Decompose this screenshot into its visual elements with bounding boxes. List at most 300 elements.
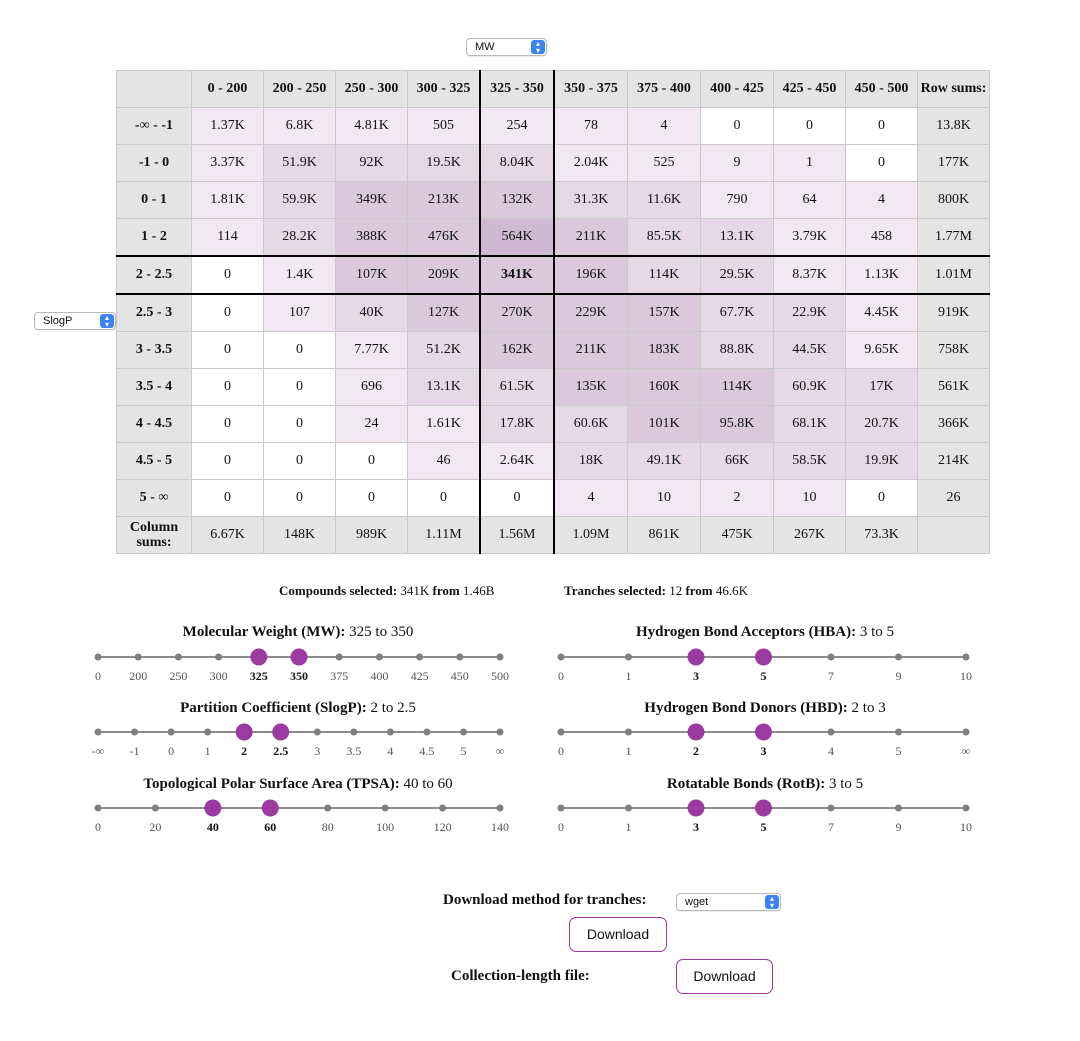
tranche-cell[interactable]: 341K (480, 256, 554, 294)
column-sum-cell: 475K (701, 517, 774, 554)
tranche-cell[interactable]: 3.79K (774, 219, 846, 257)
slider-tick[interactable] (416, 654, 423, 661)
tranche-cell[interactable]: 61.5K (480, 369, 554, 406)
slider-tick[interactable] (95, 654, 102, 661)
tranche-cell[interactable]: 476K (408, 219, 481, 257)
table-corner-cell (117, 71, 192, 108)
row-sum-cell: 561K (918, 369, 990, 406)
slider-tick[interactable] (175, 654, 182, 661)
tranche-cell[interactable]: 0 (480, 480, 554, 517)
slider-hbd[interactable] (541, 720, 986, 760)
tranche-cell[interactable]: 135K (554, 369, 628, 406)
column-header[interactable]: 425 - 450 (774, 71, 846, 108)
slider-range-hbd: 2 to 3 (851, 700, 886, 716)
slider-range-hba: 3 to 5 (859, 624, 895, 640)
slider-tick[interactable] (963, 729, 970, 736)
slider-tick-label: 5 (760, 669, 767, 683)
slider-tick[interactable] (625, 805, 632, 812)
slider-tick[interactable] (963, 805, 970, 812)
column-header[interactable]: 375 - 400 (628, 71, 701, 108)
tranche-cell[interactable]: 9.65K (846, 332, 918, 369)
tranche-cell[interactable]: 10 (628, 480, 701, 517)
row-sum-cell: 13.8K (918, 108, 990, 145)
tranche-cell[interactable]: 107K (336, 256, 408, 294)
slider-handle[interactable] (755, 724, 772, 741)
slider-title-rotb (545, 776, 985, 793)
download-tranches-button[interactable]: Download (569, 917, 667, 952)
tranche-cell[interactable]: 2 (701, 480, 774, 517)
slider-handle[interactable] (688, 724, 705, 741)
slider-tick-label: 250 (169, 669, 188, 683)
column-sum-cell: 267K (774, 517, 846, 554)
tranche-cell[interactable]: 0 (408, 480, 481, 517)
slider-handle[interactable] (755, 649, 772, 666)
slider-tick[interactable] (204, 729, 211, 736)
tranche-cell[interactable]: 127K (408, 294, 481, 332)
tranche-cell[interactable]: 8.04K (480, 145, 554, 182)
slider-tick-label: 120 (433, 820, 452, 834)
slider-tick-label: 2.5 (273, 744, 289, 758)
slider-tick-label: 10 (960, 820, 972, 834)
slider-tick[interactable] (460, 729, 467, 736)
slider-name-hba: Hydrogen Bond Acceptors (HBA): (635, 624, 857, 640)
tranche-cell[interactable]: 66K (701, 443, 774, 480)
column-header[interactable]: 300 - 325 (408, 71, 481, 108)
tranche-cell[interactable]: 67.7K (701, 294, 774, 332)
tranche-cell[interactable]: 64 (774, 182, 846, 219)
slider-name-hbd: Hydrogen Bond Donors (HBD): (644, 700, 848, 716)
tranche-cell[interactable]: 564K (480, 219, 554, 257)
compounds-from-label: from (432, 583, 460, 598)
download-method-label: Download method for tranches: (443, 892, 647, 908)
slider-range-rotb: 3 to 5 (828, 776, 864, 792)
row-sum-cell: 366K (918, 406, 990, 443)
slider-tick[interactable] (497, 805, 504, 812)
tranche-cell[interactable]: 254 (480, 108, 554, 145)
slider-tick-label: 9 (895, 669, 902, 683)
tranche-cell[interactable]: 0 (192, 369, 264, 406)
tranche-cell[interactable]: 13.1K (408, 369, 481, 406)
tranche-cell[interactable]: 11.6K (628, 182, 701, 219)
tranche-cell[interactable]: 1.13K (846, 256, 918, 294)
row-dimension-select[interactable] (34, 312, 116, 330)
slider-tick[interactable] (382, 805, 389, 812)
tranche-cell[interactable]: 196K (554, 256, 628, 294)
slider-tick-label: 500 (491, 669, 509, 683)
slider-tick-label: 0 (95, 669, 101, 683)
slider-tpsa[interactable] (78, 796, 520, 836)
table-row (117, 219, 990, 257)
tranche-cell[interactable]: 4.45K (846, 294, 918, 332)
slider-tick-label: 7 (828, 820, 834, 834)
tranche-cell[interactable]: 49.1K (628, 443, 701, 480)
column-sums-label: Column sums: (117, 517, 192, 554)
slider-tick[interactable] (456, 654, 463, 661)
tranche-cell[interactable]: 17K (846, 369, 918, 406)
row-header[interactable]: 2.5 - 3 (117, 294, 192, 332)
tranche-cell[interactable]: 270K (480, 294, 554, 332)
slider-tick[interactable] (95, 805, 102, 812)
tranche-cell[interactable]: 13.1K (701, 219, 774, 257)
table-row (117, 108, 990, 145)
row-sum-cell: 919K (918, 294, 990, 332)
slider-title-mw (78, 624, 518, 641)
slider-name-mw: Molecular Weight (MW): (182, 624, 346, 640)
slider-handle[interactable] (291, 649, 308, 666)
tranches-selected-label: Tranches selected: (564, 583, 666, 598)
tranche-cell[interactable]: 388K (336, 219, 408, 257)
tranches-total: 46.6K (715, 583, 749, 598)
tranche-cell[interactable]: 40K (336, 294, 408, 332)
slider-tick[interactable] (558, 729, 565, 736)
tranche-cell[interactable]: 9 (701, 145, 774, 182)
column-sum-cell: 1.11M (408, 517, 481, 554)
slider-tick[interactable] (135, 654, 142, 661)
tranche-cell[interactable]: 1.81K (192, 182, 264, 219)
select-arrows-icon: ▴ ▾ (531, 40, 545, 54)
tranche-cell[interactable]: 1 (774, 145, 846, 182)
tranche-cell[interactable]: 4 (846, 182, 918, 219)
tranche-cell[interactable]: 0 (192, 294, 264, 332)
column-sum-cell: 73.3K (846, 517, 918, 554)
tranche-cell[interactable]: 4 (628, 108, 701, 145)
slider-tick-label: 4.5 (419, 744, 435, 758)
slider-handle[interactable] (262, 800, 279, 817)
slider-tick-label: 3 (693, 820, 699, 834)
slider-tick[interactable] (314, 729, 321, 736)
table-header-row (117, 71, 990, 108)
slider-range-slogp: 2 to 2.5 (370, 700, 416, 716)
tranche-cell[interactable]: 2.64K (480, 443, 554, 480)
column-header[interactable]: 450 - 500 (846, 71, 918, 108)
select-arrows-icon: ▴ ▾ (100, 314, 114, 328)
slider-handle[interactable] (250, 649, 267, 666)
slider-tick-label: 0 (558, 820, 564, 834)
tranche-cell[interactable]: 132K (480, 182, 554, 219)
table-row (117, 294, 990, 332)
column-header[interactable]: 200 - 250 (264, 71, 336, 108)
slider-tick[interactable] (439, 805, 446, 812)
slider-tick-label: ∞ (495, 744, 505, 758)
slider-title-slogp (78, 700, 518, 717)
slider-name-slogp: Partition Coefficient (SlogP): (180, 700, 367, 716)
slider-title-hba (545, 624, 985, 641)
tranche-cell[interactable]: 88.8K (701, 332, 774, 369)
tranche-cell[interactable]: 0 (774, 108, 846, 145)
slider-tick[interactable] (828, 729, 835, 736)
tranche-cell[interactable]: 58.5K (774, 443, 846, 480)
row-header[interactable]: 5 - ∞ (117, 480, 192, 517)
slider-handle[interactable] (204, 800, 221, 817)
tranche-cell[interactable]: 0 (701, 108, 774, 145)
slider-tick[interactable] (625, 729, 632, 736)
slider-tick-label: 10 (960, 669, 972, 683)
row-sum-cell: 214K (918, 443, 990, 480)
slider-tick-label: 0 (558, 669, 564, 683)
tranche-cell[interactable]: 790 (701, 182, 774, 219)
slider-range-tpsa: 40 to 60 (403, 776, 453, 792)
row-header[interactable]: -∞ - -1 (117, 108, 192, 145)
tranche-cell[interactable]: 101K (628, 406, 701, 443)
tranche-cell[interactable]: 1.61K (408, 406, 481, 443)
tranche-cell[interactable]: 162K (480, 332, 554, 369)
column-header[interactable]: 250 - 300 (336, 71, 408, 108)
row-dimension-value: SlogP (43, 315, 73, 327)
tranches-summary (564, 583, 748, 599)
tranche-cell[interactable]: 28.2K (264, 219, 336, 257)
row-header[interactable]: -1 - 0 (117, 145, 192, 182)
select-arrows-icon: ▴ ▾ (765, 895, 779, 909)
tranche-cell[interactable]: 4.81K (336, 108, 408, 145)
tranche-cell[interactable]: 68.1K (774, 406, 846, 443)
tranche-cell[interactable]: 0 (264, 443, 336, 480)
slider-tick[interactable] (131, 729, 138, 736)
slider-tick-label: 0 (558, 744, 564, 758)
row-header[interactable]: 4.5 - 5 (117, 443, 192, 480)
slider-tick-label: 3 (314, 744, 321, 758)
tranche-cell[interactable]: 0 (192, 480, 264, 517)
tranche-cell[interactable]: 95.8K (701, 406, 774, 443)
tranche-cell[interactable]: 51.2K (408, 332, 481, 369)
column-sum-cell: 1.09M (554, 517, 628, 554)
row-header[interactable]: 3.5 - 4 (117, 369, 192, 406)
slider-tick[interactable] (376, 654, 383, 661)
slider-name-tpsa: Topological Polar Surface Area (TPSA): (143, 776, 400, 792)
column-sum-cell: 6.67K (192, 517, 264, 554)
tranche-cell[interactable]: 78 (554, 108, 628, 145)
column-dimension-select[interactable] (466, 38, 547, 56)
tranche-cell[interactable]: 22.9K (774, 294, 846, 332)
tranche-cell[interactable]: 3.37K (192, 145, 264, 182)
slider-tick-label: 1 (204, 744, 211, 758)
tranche-cell[interactable]: 0 (192, 332, 264, 369)
download-method-value: wget (685, 896, 709, 908)
tranche-cell[interactable]: 4 (554, 480, 628, 517)
slider-slogp[interactable] (78, 720, 520, 760)
row-sum-cell: 26 (918, 480, 990, 517)
compounds-selected-label: Compounds selected: (279, 583, 398, 598)
tranche-cell[interactable]: 0 (846, 145, 918, 182)
slider-tick[interactable] (168, 729, 175, 736)
tranche-cell[interactable]: 107 (264, 294, 336, 332)
slider-tick-label: 140 (491, 820, 509, 834)
slider-tick[interactable] (558, 805, 565, 812)
tranche-cell[interactable]: 0 (192, 256, 264, 294)
row-header[interactable]: 4 - 4.5 (117, 406, 192, 443)
tranche-cell[interactable]: 525 (628, 145, 701, 182)
tranche-cell[interactable]: 349K (336, 182, 408, 219)
tranche-cell[interactable]: 2.04K (554, 145, 628, 182)
slider-tick[interactable] (387, 729, 394, 736)
slider-tick[interactable] (423, 729, 430, 736)
tranche-cell[interactable]: 0 (264, 406, 336, 443)
tranche-cell[interactable]: 60.6K (554, 406, 628, 443)
tranche-cell[interactable]: 24 (336, 406, 408, 443)
table-row (117, 182, 990, 219)
column-header[interactable]: 350 - 375 (554, 71, 628, 108)
slider-tick[interactable] (336, 654, 343, 661)
slider-handle[interactable] (236, 724, 253, 741)
tranche-cell[interactable]: 0 (192, 443, 264, 480)
slider-handle[interactable] (755, 800, 772, 817)
slider-title-tpsa (78, 776, 518, 793)
tranche-cell[interactable]: 6.8K (264, 108, 336, 145)
tranche-cell[interactable]: 0 (264, 369, 336, 406)
tranche-cell[interactable]: 29.5K (701, 256, 774, 294)
slider-tick[interactable] (895, 654, 902, 661)
slider-tick-label: ∞ (961, 744, 971, 758)
table-row (117, 406, 990, 443)
tranche-cell[interactable]: 114K (628, 256, 701, 294)
tranche-cell[interactable]: 8.37K (774, 256, 846, 294)
row-header[interactable]: 2 - 2.5 (117, 256, 192, 294)
slider-handle[interactable] (688, 800, 705, 817)
download-method-select[interactable] (676, 893, 781, 911)
column-header[interactable]: 325 - 350 (480, 71, 554, 108)
row-sum-cell: 800K (918, 182, 990, 219)
tranche-cell[interactable]: 211K (554, 219, 628, 257)
slider-tick-label: 80 (321, 820, 334, 834)
slider-tick-label: 7 (828, 669, 834, 683)
tranche-cell[interactable]: 19.5K (408, 145, 481, 182)
slider-tick-label: 4 (387, 744, 394, 758)
tranche-cell[interactable]: 0 (336, 443, 408, 480)
compounds-total: 1.46B (462, 583, 495, 598)
tranche-cell[interactable]: 85.5K (628, 219, 701, 257)
slider-hba[interactable] (541, 645, 986, 685)
tranche-cell[interactable]: 10 (774, 480, 846, 517)
slider-tick-label: 2 (241, 744, 248, 758)
slider-tick-label: 9 (895, 820, 902, 834)
tranche-cell[interactable]: 51.9K (264, 145, 336, 182)
slider-tick[interactable] (895, 729, 902, 736)
tranche-cell[interactable]: 209K (408, 256, 481, 294)
slider-tick-label: 1 (625, 669, 632, 683)
table-row (117, 480, 990, 517)
slider-tick[interactable] (152, 805, 159, 812)
slider-tick-label: 400 (370, 669, 389, 683)
slider-tick-label: 40 (206, 820, 219, 834)
tranche-cell[interactable]: 46 (408, 443, 481, 480)
slider-tick[interactable] (497, 654, 504, 661)
row-header[interactable]: 1 - 2 (117, 219, 192, 257)
slider-handle[interactable] (688, 649, 705, 666)
slider-tick[interactable] (324, 805, 331, 812)
tranche-cell[interactable]: 17.8K (480, 406, 554, 443)
slider-tick-label: 2 (693, 744, 699, 758)
row-sum-cell: 758K (918, 332, 990, 369)
slider-tick-label: 5 (895, 744, 902, 758)
table-row (117, 145, 990, 182)
compounds-selected-value: 341K (400, 583, 430, 598)
download-collection-button[interactable]: Download (676, 959, 773, 994)
slider-tick-label: -1 (129, 744, 140, 758)
tranche-cell[interactable]: 0 (264, 480, 336, 517)
slider-tick-label: 1 (625, 820, 632, 834)
tranche-cell[interactable]: 31.3K (554, 182, 628, 219)
tranches-from-label: from (685, 583, 713, 598)
slider-mw[interactable] (78, 645, 520, 685)
slider-tick-label: 350 (290, 669, 308, 683)
tranche-cell[interactable]: 114 (192, 219, 264, 257)
tranche-cell[interactable]: 114K (701, 369, 774, 406)
row-header[interactable]: 3 - 3.5 (117, 332, 192, 369)
tranche-cell[interactable]: 1.37K (192, 108, 264, 145)
row-header[interactable]: 0 - 1 (117, 182, 192, 219)
slider-handle[interactable] (272, 724, 289, 741)
slider-tick[interactable] (625, 654, 632, 661)
tranche-cell[interactable]: 213K (408, 182, 481, 219)
tranche-cell[interactable]: 18K (554, 443, 628, 480)
tranche-cell[interactable]: 7.77K (336, 332, 408, 369)
tranche-cell[interactable]: 92K (336, 145, 408, 182)
slider-tick[interactable] (828, 654, 835, 661)
tranche-cell[interactable]: 0 (192, 406, 264, 443)
tranche-cell[interactable]: 59.9K (264, 182, 336, 219)
slider-tick-label: 300 (209, 669, 228, 683)
tranche-cell[interactable]: 20.7K (846, 406, 918, 443)
tranche-cell[interactable]: 157K (628, 294, 701, 332)
tranche-cell[interactable]: 60.9K (774, 369, 846, 406)
slider-tick-label: 0 (168, 744, 175, 758)
tranche-cell[interactable]: 211K (554, 332, 628, 369)
tranche-cell[interactable]: 19.9K (846, 443, 918, 480)
slider-tick-label: 60 (264, 820, 277, 834)
column-header[interactable]: 0 - 200 (192, 71, 264, 108)
tranche-cell[interactable]: 1.4K (264, 256, 336, 294)
tranche-cell[interactable]: 229K (554, 294, 628, 332)
tranche-cell[interactable]: 696 (336, 369, 408, 406)
slider-tick-label: 5 (460, 744, 467, 758)
tranche-cell[interactable]: 0 (846, 480, 918, 517)
slider-tick[interactable] (558, 654, 565, 661)
tranche-cell[interactable]: 0 (336, 480, 408, 517)
slider-tick-label: 325 (249, 669, 268, 683)
slider-rotb[interactable] (541, 796, 986, 836)
tranche-cell[interactable]: 183K (628, 332, 701, 369)
slider-tick[interactable] (828, 805, 835, 812)
column-sum-cell: 148K (264, 517, 336, 554)
slider-tick[interactable] (963, 654, 970, 661)
tranche-cell[interactable]: 44.5K (774, 332, 846, 369)
slider-tick-label: 3.5 (346, 744, 362, 758)
slider-tick-label: 200 (129, 669, 148, 683)
tranche-cell[interactable]: 160K (628, 369, 701, 406)
collection-length-label: Collection-length file: (451, 968, 590, 984)
tranche-table (116, 70, 990, 554)
slider-tick-label: 0 (95, 820, 101, 834)
slider-tick-label: 4 (828, 744, 834, 758)
tranche-cell[interactable]: 505 (408, 108, 481, 145)
slider-tick[interactable] (497, 729, 504, 736)
slider-title-hbd (545, 700, 985, 717)
column-sum-cell: 989K (336, 517, 408, 554)
table-row (117, 256, 990, 294)
slider-tick[interactable] (215, 654, 222, 661)
column-header[interactable]: 400 - 425 (701, 71, 774, 108)
slider-tick-label: 20 (149, 820, 162, 834)
tranches-selected-value: 12 (669, 583, 683, 598)
slider-tick[interactable] (350, 729, 357, 736)
row-sum-cell: 1.77M (918, 219, 990, 257)
slider-tick[interactable] (95, 729, 102, 736)
column-dimension-value: MW (475, 41, 495, 53)
column-sum-cell: 861K (628, 517, 701, 554)
tranche-cell[interactable]: 0 (846, 108, 918, 145)
tranche-cell[interactable]: 458 (846, 219, 918, 257)
tranche-cell[interactable]: 0 (264, 332, 336, 369)
slider-tick[interactable] (895, 805, 902, 812)
